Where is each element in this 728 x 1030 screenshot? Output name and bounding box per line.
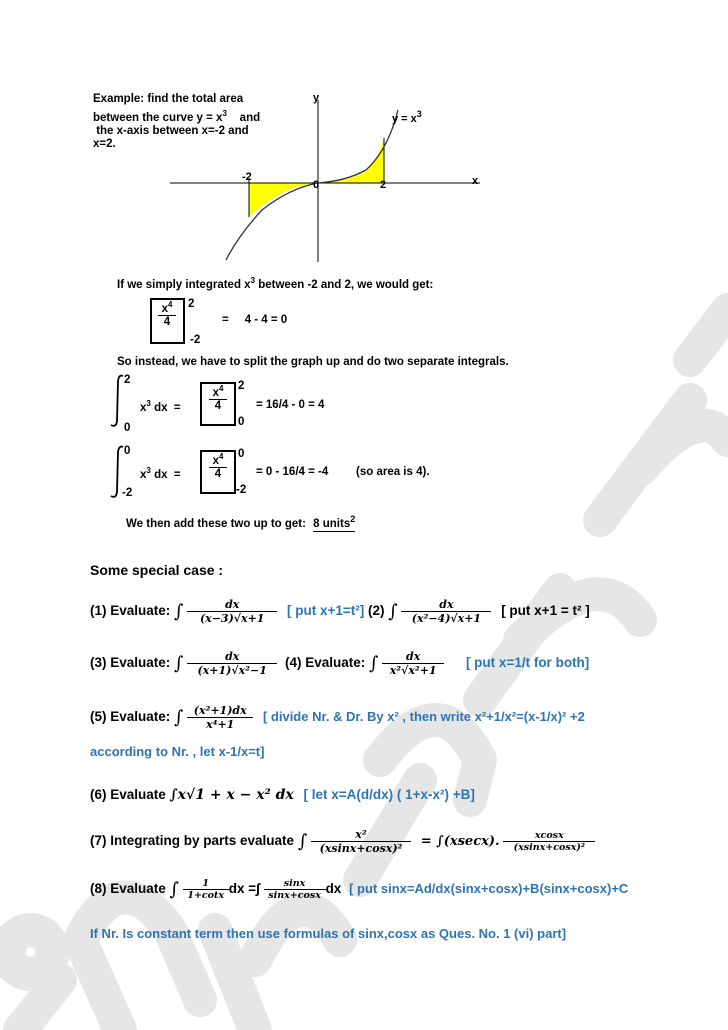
explanation-line-1 <box>117 276 433 291</box>
q4-num: dx <box>382 650 444 664</box>
q3-label: (3) Evaluate: <box>90 655 171 671</box>
example-line-1: Example: find the total area <box>93 93 244 105</box>
q2-den: (x²−4)√x+1 <box>411 612 482 625</box>
bracket-num-exp: 4 <box>167 300 173 309</box>
int2-dx: dx = <box>154 468 181 481</box>
tick-label-2: 2 <box>380 179 387 191</box>
int1-fraction <box>209 384 227 412</box>
int1-num: x <box>212 386 219 399</box>
q4-integral-icon: ∫ <box>369 653 379 674</box>
example-line-4: x=2. <box>93 138 116 151</box>
q3-den: (x+1)√x²−1 <box>197 664 267 677</box>
example-exp: 3 <box>222 108 227 118</box>
example-and: and <box>239 111 261 124</box>
q5-label: (5) Evaluate: <box>90 709 171 725</box>
q5-fraction <box>187 704 253 731</box>
q8-integral-icon: ∫ <box>169 879 179 900</box>
q6-label: (6) Evaluate <box>90 787 166 802</box>
bracket-num: x <box>161 302 168 315</box>
bracket-upper: 2 <box>188 298 195 310</box>
q7-eq: = ∫(xsecx). <box>420 834 500 850</box>
example-line-2: between the curve y = x <box>93 111 223 124</box>
int2-b-upper: 0 <box>238 448 245 460</box>
tick-label-neg2: -2 <box>242 171 252 183</box>
q1-num: dx <box>187 598 277 612</box>
int1-dx: dx = <box>154 401 181 414</box>
q8-num: 1 <box>183 878 229 890</box>
explanation-line-2: So instead, we have to split the graph up and do two separate integrals. <box>117 356 509 368</box>
q5-num: (x²+1)dx <box>187 704 253 718</box>
q1-hint: [ put x+1=t²] <box>286 603 365 619</box>
int2-num-exp: 4 <box>218 452 224 461</box>
int2-upper: 0 <box>124 445 131 457</box>
answer-text: 8 units <box>313 517 351 530</box>
answer-exp: 2 <box>350 514 356 524</box>
int1-lower: 0 <box>124 422 131 434</box>
int1-exp: 3 <box>146 399 151 408</box>
q1-integral-icon: ∫ <box>174 601 184 622</box>
question-1-2 <box>90 598 590 625</box>
bracket-den: 4 <box>163 315 171 328</box>
int2-num: x <box>212 454 219 467</box>
int2-lower: -2 <box>122 487 133 499</box>
q7-fraction <box>311 828 411 855</box>
explanation-line-1-exp: 3 <box>250 276 256 285</box>
answer <box>313 514 356 532</box>
q5-hint-cont: according to Nr. , let x-1/x=t] <box>90 744 265 759</box>
explanation-line-1-text: If we simply integrated x <box>117 278 251 291</box>
q8-hint: [ put sinx=Ad/dx(sinx+cosx)+B(sinx+cosx)+C <box>349 881 629 897</box>
bracket-fraction <box>158 300 176 328</box>
final-note: If Nr. Is constant term then use formulas of sinx,cosx as Ques. No. 1 (vi) part] <box>90 926 567 941</box>
q3-fraction <box>187 650 277 677</box>
question-8 <box>90 878 628 901</box>
q3-integral-icon: ∫ <box>174 653 184 674</box>
q5-hint: [ divide Nr. & Dr. By x² , then write x²+1/x²=(x-1/x)² +2 <box>262 709 585 725</box>
int1-result: = 16/4 - 0 = 4 <box>256 399 325 411</box>
q4-fraction <box>382 650 444 677</box>
q8-num-2: sinx <box>264 878 326 890</box>
int1-x: x <box>140 401 147 414</box>
int1-b-lower: 0 <box>238 416 245 428</box>
q7-fraction-2 <box>503 830 595 853</box>
int1-upper: 2 <box>124 374 131 386</box>
int1-num-exp: 4 <box>218 384 224 393</box>
q8-fraction <box>183 878 229 901</box>
int2-note: (so area is 4). <box>356 466 430 478</box>
int1-den: 4 <box>214 399 222 412</box>
int2-exp: 3 <box>146 466 151 475</box>
q1-label: (1) Evaluate: <box>90 603 171 619</box>
explanation-line-1-rest: between -2 and 2, we would get: <box>258 278 434 291</box>
q2-num: dx <box>401 598 491 612</box>
q1-fraction <box>187 598 277 625</box>
q8-mid: dx =∫ <box>228 881 260 897</box>
explanation-line-3-text: We then add these two up to get: <box>126 517 306 530</box>
q3-num: dx <box>187 650 277 664</box>
question-3-4 <box>90 650 589 677</box>
int2-integrand <box>140 466 181 481</box>
q7-num-2: xcosx <box>503 830 595 842</box>
q6-hint: [ let x=A(d/dx) ( 1+x-x²) +B] <box>303 787 475 802</box>
q5-den: x⁴+1 <box>206 718 235 731</box>
area-fill-left <box>249 183 318 217</box>
int2-b-lower: -2 <box>236 484 247 496</box>
question-6 <box>90 787 475 803</box>
question-5 <box>90 704 585 731</box>
question-7 <box>90 828 595 855</box>
q7-integral-icon: ∫ <box>297 831 308 852</box>
int1-bracket-right <box>226 382 236 426</box>
q2-integral-icon: ∫ <box>388 601 398 622</box>
q7-den: (xsinx+cosx)² <box>319 842 403 855</box>
int2-x: x <box>140 468 147 481</box>
q2-hint: [ put x+1 = t² ] <box>501 603 590 619</box>
q8-label: (8) Evaluate <box>90 881 166 897</box>
explanation-line-3 <box>126 514 355 530</box>
q7-num: x² <box>311 828 411 842</box>
q2-label: (2) <box>368 603 385 619</box>
section-heading: Some special case : <box>90 562 224 578</box>
int1-b-upper: 2 <box>238 380 245 392</box>
bracket-result: = 4 - 4 = 0 <box>222 314 288 326</box>
tick-label-0: 0 <box>313 179 320 191</box>
bracket-lower: -2 <box>190 334 201 346</box>
cubic-graph <box>160 92 500 262</box>
q7-den-2: (xsinx+cosx)² <box>513 842 586 853</box>
q6-expr: ∫x√1 + x − x² dx <box>169 787 294 803</box>
q4-den: x²√x²+1 <box>389 664 437 677</box>
q5-integral-icon: ∫ <box>174 707 184 728</box>
q8-fraction-2 <box>264 878 326 901</box>
q8-dx: dx <box>325 881 342 897</box>
int2-fraction <box>209 452 227 480</box>
int1-integrand <box>140 399 181 414</box>
int2-bracket-right <box>226 450 236 494</box>
q1-den: (x−3)√x+1 <box>199 612 265 625</box>
q4-label: (4) Evaluate: <box>284 655 366 671</box>
bracket-right <box>175 298 185 344</box>
q2-fraction <box>401 598 491 625</box>
curve-label: $y = x^3$ <box>392 109 422 125</box>
int2-result: = 0 - 16/4 = -4 <box>256 466 329 478</box>
example-line-3: the x-axis between x=-2 and <box>93 124 249 137</box>
q8-den: 1+cotx <box>187 890 225 901</box>
q3-q4-hint: [ put x=1/t for both] <box>465 655 590 671</box>
x-axis-label: x <box>472 175 479 187</box>
q7-label: (7) Integrating by parts evaluate <box>90 833 295 849</box>
int2-den: 4 <box>214 467 222 480</box>
q8-den-2: sinx+cosx <box>268 890 321 901</box>
y-axis-label: y <box>313 92 320 104</box>
